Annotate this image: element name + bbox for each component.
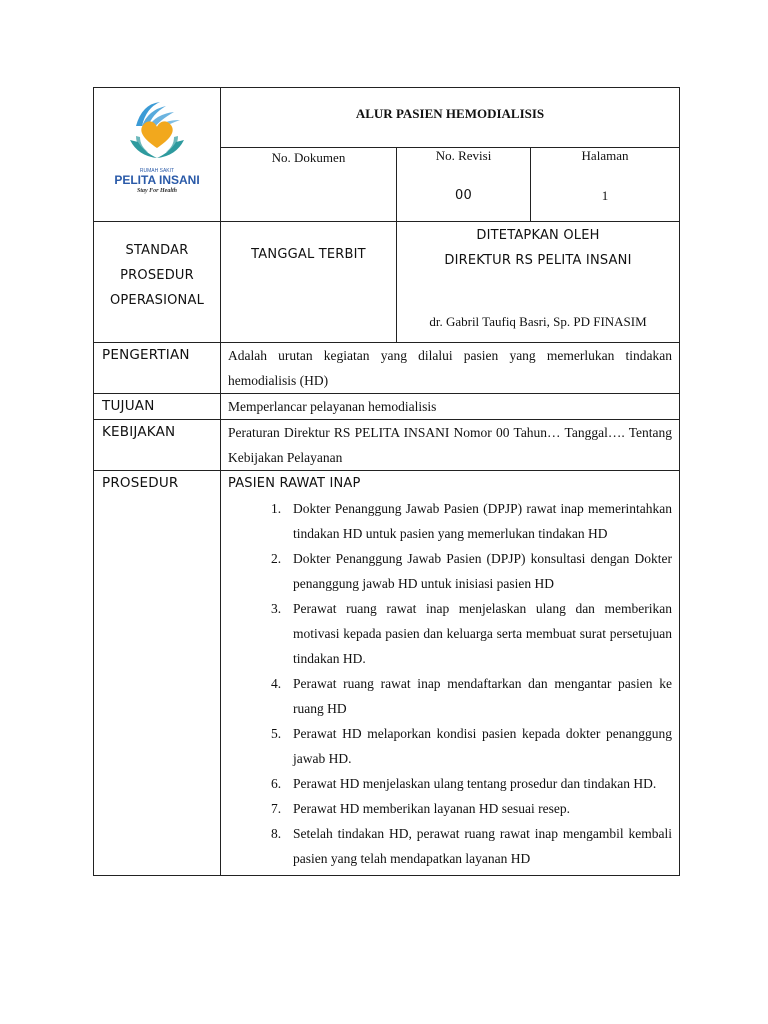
hospital-logo [94,88,220,195]
prosedur-heading: PASIEN RAWAT INAP [228,476,361,491]
procedure-step [271,546,672,596]
kebijakan-text: Peraturan Direktur RS PELITA INSANI Nomor 00 Tahun… Tanggal…. Tentang Kebijakan Pelayanan [221,420,680,471]
pengertian-label: PENGERTIAN [94,343,221,394]
ditetapkan-cell [397,222,680,343]
step-text: Perawat ruang rawat inap menjelaskan ulang dan memberikan motivasi kepada pasien dan keluarga serta membuat surat persetujuan tindakan HD. [293,601,672,666]
no-dokumen-label: No. Dokumen [271,150,346,165]
no-dokumen-value [221,166,396,188]
prosedur-row [94,471,680,876]
prosedur-label: PROSEDUR [94,471,221,876]
ditetapkan-line2: DIREKTUR RS PELITA INSANI [444,253,632,268]
step-number: 5. [271,726,282,741]
sop-line3: OPERASIONAL [109,293,205,308]
procedure-step [271,671,672,721]
procedure-step [271,721,672,771]
step-text: Setelah tindakan HD, perawat ruang rawat inap mengambil kembali pasien yang telah mendapatkan layanan HD [293,826,672,866]
prosedur-content [221,471,680,876]
procedure-step [271,796,672,821]
tanggal-terbit-cell [221,222,397,343]
sop-content-table [93,342,680,876]
logo-emblem-icon [122,96,192,166]
sop-header-table [93,87,680,343]
pengertian-text: Adalah urutan kegiatan yang dilalui pasien yang memerlukan tindakan hemodialisis (HD) [221,343,680,394]
step-text: Dokter Penanggung Jawab Pasien (DPJP) rawat inap memerintahkan tindakan HD untuk pasien yang memerlukan tindakan HD [293,501,672,541]
step-text: Perawat HD melaporkan kondisi pasien kepada dokter penanggung jawab HD. [293,726,672,766]
logo-tagline: Stay For Health [136,188,177,194]
no-revisi-cell [397,148,531,222]
step-number: 6. [271,776,282,791]
step-number: 2. [271,551,282,566]
logo-cell [94,88,221,222]
step-text: Perawat HD memberikan layanan HD sesuai resep. [293,801,571,816]
procedure-steps-list [228,496,672,871]
sop-line1: STANDAR [125,243,189,258]
no-dokumen-cell [221,148,397,222]
halaman-label: Halaman [581,148,629,163]
signatory-name: dr. Gabril Taufiq Basri, Sp. PD FINASIM [429,314,647,329]
pengertian-row [94,343,680,394]
tujuan-row [94,394,680,420]
step-text: Perawat HD menjelaskan ulang tentang prosedur dan tindakan HD. [293,776,657,791]
step-number: 3. [271,601,282,616]
step-text: Perawat ruang rawat inap mendaftarkan dan mengantar pasien ke ruang HD [293,676,672,716]
step-number: 4. [271,676,282,691]
halaman-value: 1 [601,188,609,203]
procedure-step [271,496,672,546]
procedure-step [271,596,672,671]
procedure-step [271,821,672,871]
kebijakan-row [94,420,680,471]
step-number: 8. [271,826,282,841]
logo-small-text: RUMAH SAKIT [139,168,175,174]
halaman-cell [531,148,680,222]
no-revisi-value: 00 [455,188,472,203]
no-revisi-label: No. Revisi [435,148,492,163]
step-text: Dokter Penanggung Jawab Pasien (DPJP) konsultasi dengan Dokter penanggung jawab HD untuk inisiasi pasien HD [293,551,672,591]
step-number: 7. [271,801,282,816]
logo-name: PELITA INSANI [114,173,200,187]
document-title: ALUR PASIEN HEMODIALISIS [355,106,545,121]
kebijakan-label: KEBIJAKAN [94,420,221,471]
title-cell [221,88,680,148]
tanggal-terbit-label: TANGGAL TERBIT [251,247,366,262]
sop-line2: PROSEDUR [120,268,194,283]
ditetapkan-line1: DITETAPKAN OLEH [476,228,600,243]
sop-label-cell [94,222,221,343]
step-number: 1. [271,501,282,516]
tujuan-text: Memperlancar pelayanan hemodialisis [221,394,680,420]
tujuan-label: TUJUAN [94,394,221,420]
procedure-step [271,771,672,796]
